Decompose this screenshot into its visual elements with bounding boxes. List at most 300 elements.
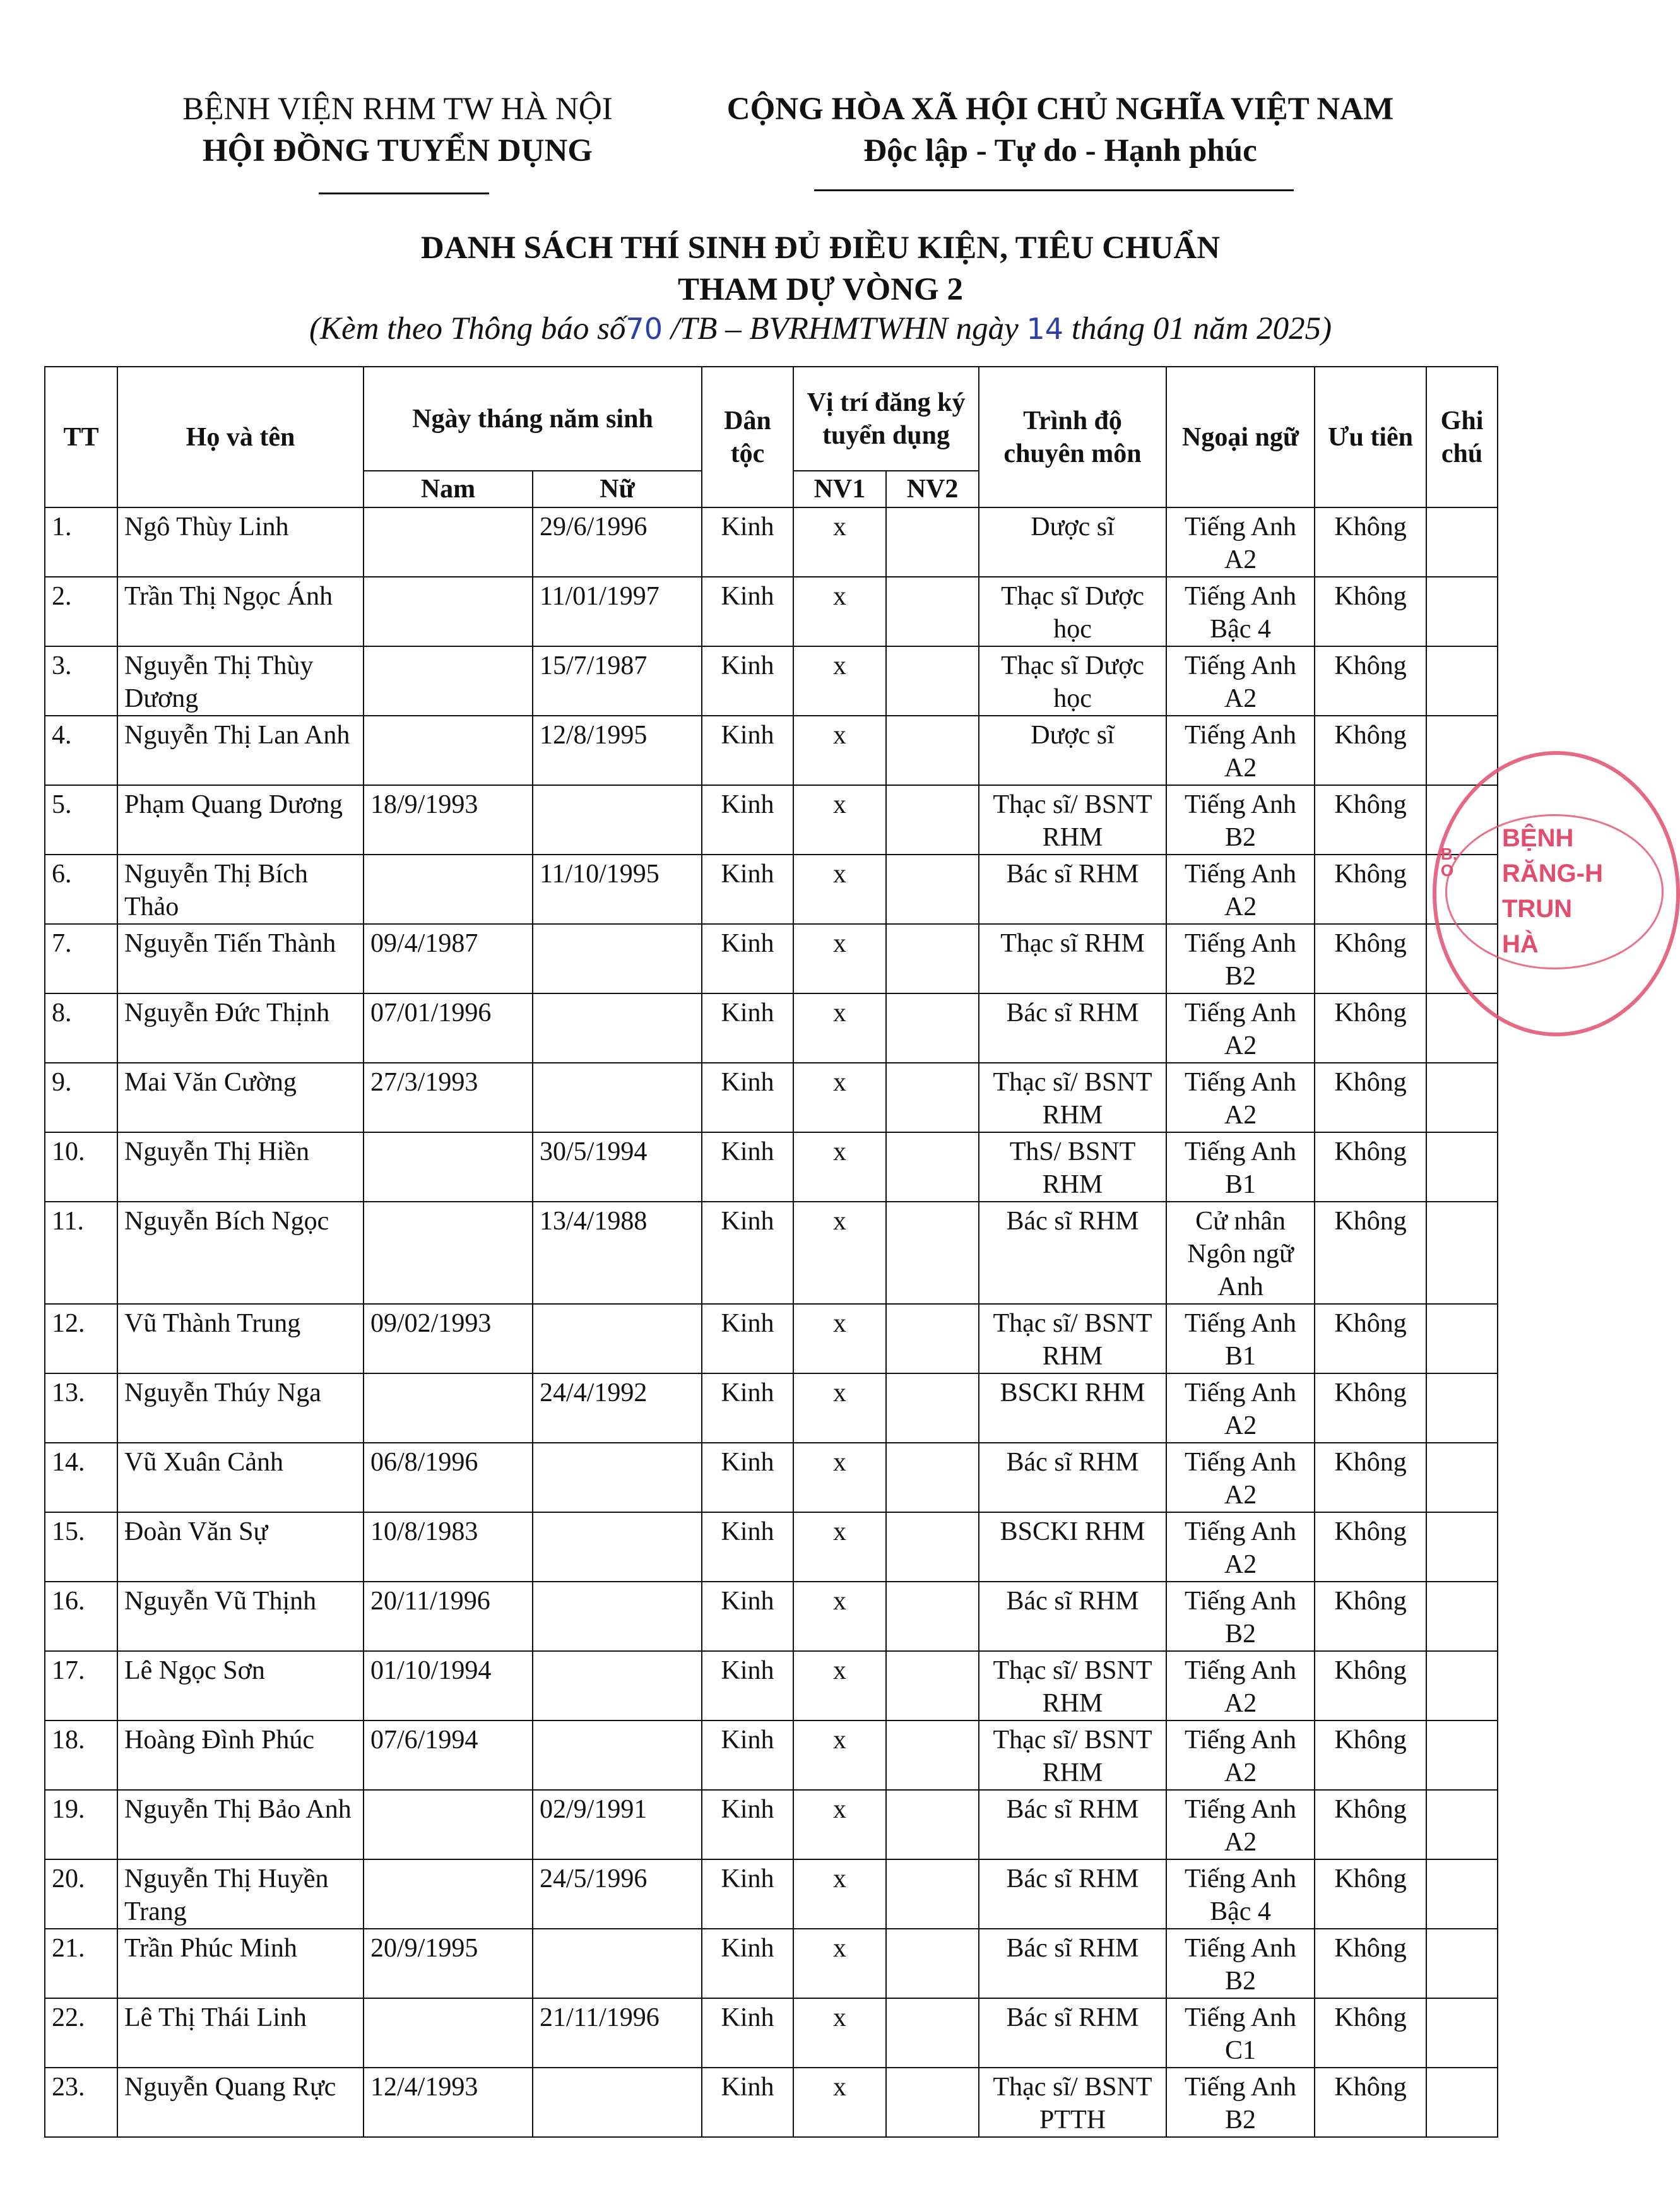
priority: Không	[1315, 924, 1426, 993]
dob-female: 02/9/1991	[533, 1790, 702, 1859]
candidate-name: Phạm Quang Dương	[117, 785, 364, 855]
table-row	[45, 993, 1498, 1063]
row-number: 4.	[45, 716, 117, 785]
nv1-mark: x	[793, 2068, 886, 2137]
row-number: 3.	[45, 646, 117, 716]
table-row	[45, 507, 1498, 577]
candidate-name: Nguyễn Thị Thùy Dương	[117, 646, 364, 716]
language: Tiếng Anh A2	[1166, 855, 1315, 924]
table-row	[45, 1063, 1498, 1132]
header-note: Ghi chú	[1426, 367, 1498, 507]
row-number: 9.	[45, 1063, 117, 1132]
header-language: Ngoại ngữ	[1166, 367, 1315, 507]
note	[1426, 1859, 1498, 1929]
note	[1426, 1929, 1498, 1998]
qualification: Bác sĩ RHM	[979, 855, 1166, 924]
row-number: 6.	[45, 855, 117, 924]
dob-male: 20/11/1996	[364, 1582, 533, 1651]
table-row	[45, 855, 1498, 924]
language: Tiếng Anh A2	[1166, 993, 1315, 1063]
nv2-mark	[886, 1063, 979, 1132]
language: Tiếng Anh A2	[1166, 1651, 1315, 1720]
row-number: 11.	[45, 1202, 117, 1304]
org-underline	[319, 192, 489, 194]
language: Cử nhân Ngôn ngữ Anh	[1166, 1202, 1315, 1304]
language: Tiếng Anh A2	[1166, 716, 1315, 785]
priority: Không	[1315, 1651, 1426, 1720]
nv2-mark	[886, 993, 979, 1063]
hospital-name: BỆNH VIỆN RHM TW HÀ NỘI	[182, 92, 613, 127]
nv1-mark: x	[793, 1582, 886, 1651]
note	[1426, 1720, 1498, 1790]
nv1-mark: x	[793, 1304, 886, 1373]
priority: Không	[1315, 1720, 1426, 1790]
priority: Không	[1315, 1859, 1426, 1929]
priority: Không	[1315, 1373, 1426, 1443]
note	[1426, 1651, 1498, 1720]
language: Tiếng Anh A2	[1166, 1373, 1315, 1443]
nv2-mark	[886, 716, 979, 785]
ethnicity: Kinh	[702, 993, 793, 1063]
candidate-name: Vũ Xuân Cảnh	[117, 1443, 364, 1512]
header-nv2: NV2	[886, 471, 979, 507]
dob-female: 11/01/1997	[533, 577, 702, 646]
row-number: 12.	[45, 1304, 117, 1373]
header-female: Nữ	[533, 471, 702, 507]
priority: Không	[1315, 2068, 1426, 2137]
ethnicity: Kinh	[702, 785, 793, 855]
nv2-mark	[886, 855, 979, 924]
nv1-mark: x	[793, 646, 886, 716]
table-row	[45, 1929, 1498, 1998]
qualification: Bác sĩ RHM	[979, 1929, 1166, 1998]
table-header	[45, 367, 1498, 507]
stamp-text: BỆNH RĂNG-H TRUN HÀ	[1502, 824, 1603, 958]
dob-male: 20/9/1995	[364, 1929, 533, 1998]
ethnicity: Kinh	[702, 1720, 793, 1790]
qualification: Bác sĩ RHM	[979, 1859, 1166, 1929]
dob-male: 10/8/1983	[364, 1512, 533, 1582]
stamp-side-text: B.O	[1441, 844, 1457, 880]
language: Tiếng Anh B1	[1166, 1132, 1315, 1202]
priority: Không	[1315, 1202, 1426, 1304]
ethnicity: Kinh	[702, 577, 793, 646]
language: Tiếng Anh A2	[1166, 507, 1315, 577]
ethnicity: Kinh	[702, 1998, 793, 2068]
ethnicity: Kinh	[702, 507, 793, 577]
note	[1426, 1443, 1498, 1512]
priority: Không	[1315, 577, 1426, 646]
candidate-name: Lê Thị Thái Linh	[117, 1998, 364, 2068]
table-row	[45, 716, 1498, 785]
row-number: 18.	[45, 1720, 117, 1790]
note	[1426, 1582, 1498, 1651]
row-number: 8.	[45, 993, 117, 1063]
dob-female	[533, 1582, 702, 1651]
subtitle-suffix: tháng 01 năm 2025)	[1063, 311, 1332, 346]
dob-male: 06/8/1996	[364, 1443, 533, 1512]
language: Tiếng Anh B2	[1166, 924, 1315, 993]
nv2-mark	[886, 1859, 979, 1929]
nv1-mark: x	[793, 1063, 886, 1132]
nv2-mark	[886, 1304, 979, 1373]
priority: Không	[1315, 1512, 1426, 1582]
nv2-mark	[886, 1582, 979, 1651]
table-row	[45, 1998, 1498, 2068]
priority: Không	[1315, 785, 1426, 855]
note	[1426, 1063, 1498, 1132]
header-name: Họ và tên	[117, 367, 364, 507]
handwritten-number: 70	[625, 312, 663, 346]
nv2-mark	[886, 924, 979, 993]
dob-female	[533, 1304, 702, 1373]
candidate-name: Trần Phúc Minh	[117, 1929, 364, 1998]
qualification: Bác sĩ RHM	[979, 993, 1166, 1063]
priority: Không	[1315, 1063, 1426, 1132]
table-row	[45, 1859, 1498, 1929]
language: Tiếng Anh A2	[1166, 1720, 1315, 1790]
candidate-name: Nguyễn Thị Bích Thảo	[117, 855, 364, 924]
language: Tiếng Anh B2	[1166, 785, 1315, 855]
organization-header	[139, 88, 656, 172]
candidate-table	[44, 366, 1498, 2138]
dob-female: 15/7/1987	[533, 646, 702, 716]
language: Tiếng Anh A2	[1166, 1512, 1315, 1582]
ethnicity: Kinh	[702, 924, 793, 993]
language: Tiếng Anh A2	[1166, 1443, 1315, 1512]
dob-female: 29/6/1996	[533, 507, 702, 577]
nation-header	[701, 88, 1420, 172]
candidate-name: Nguyễn Vũ Thịnh	[117, 1582, 364, 1651]
dob-male	[364, 577, 533, 646]
nv1-mark: x	[793, 993, 886, 1063]
note	[1426, 1512, 1498, 1582]
row-number: 20.	[45, 1859, 117, 1929]
ethnicity: Kinh	[702, 1582, 793, 1651]
nv1-mark: x	[793, 855, 886, 924]
row-number: 19.	[45, 1790, 117, 1859]
ethnicity: Kinh	[702, 1304, 793, 1373]
dob-male: 09/4/1987	[364, 924, 533, 993]
qualification: Thạc sĩ/ BSNT RHM	[979, 1304, 1166, 1373]
language: Tiếng Anh Bậc 4	[1166, 1859, 1315, 1929]
row-number: 14.	[45, 1443, 117, 1512]
priority: Không	[1315, 855, 1426, 924]
priority: Không	[1315, 507, 1426, 577]
ethnicity: Kinh	[702, 646, 793, 716]
row-number: 7.	[45, 924, 117, 993]
qualification: Thạc sĩ/ BSNT RHM	[979, 1063, 1166, 1132]
language: Tiếng Anh A2	[1166, 1063, 1315, 1132]
candidate-name: Nguyễn Thị Lan Anh	[117, 716, 364, 785]
dob-female	[533, 924, 702, 993]
note	[1426, 1304, 1498, 1373]
table-row	[45, 924, 1498, 993]
dob-female: 24/4/1992	[533, 1373, 702, 1443]
nv2-mark	[886, 577, 979, 646]
candidate-name: Ngô Thùy Linh	[117, 507, 364, 577]
header-priority: Ưu tiên	[1315, 367, 1426, 507]
dob-male: 27/3/1993	[364, 1063, 533, 1132]
nv2-mark	[886, 646, 979, 716]
nv2-mark	[886, 1790, 979, 1859]
dob-female	[533, 1512, 702, 1582]
table-row	[45, 1132, 1498, 1202]
nv2-mark	[886, 1998, 979, 2068]
table-row	[45, 1582, 1498, 1651]
nv2-mark	[886, 1720, 979, 1790]
row-number: 21.	[45, 1929, 117, 1998]
qualification: Thạc sĩ/ BSNT RHM	[979, 785, 1166, 855]
header-male: Nam	[364, 471, 533, 507]
document-title	[0, 227, 1641, 311]
candidate-name: Lê Ngọc Sơn	[117, 1651, 364, 1720]
row-number: 16.	[45, 1582, 117, 1651]
nv1-mark: x	[793, 1998, 886, 2068]
ethnicity: Kinh	[702, 1373, 793, 1443]
table-row	[45, 2068, 1498, 2137]
table-row	[45, 1202, 1498, 1304]
table-row	[45, 646, 1498, 716]
dob-male: 01/10/1994	[364, 1651, 533, 1720]
dob-male: 18/9/1993	[364, 785, 533, 855]
priority: Không	[1315, 646, 1426, 716]
language: Tiếng Anh B2	[1166, 1582, 1315, 1651]
ethnicity: Kinh	[702, 716, 793, 785]
dob-female	[533, 2068, 702, 2137]
dob-male	[364, 1859, 533, 1929]
language: Tiếng Anh A2	[1166, 646, 1315, 716]
council-name: HỘI ĐỒNG TUYỂN DỤNG	[202, 133, 593, 169]
row-number: 10.	[45, 1132, 117, 1202]
note	[1426, 2068, 1498, 2137]
dob-female	[533, 1720, 702, 1790]
qualification: Dược sĩ	[979, 507, 1166, 577]
nv2-mark	[886, 507, 979, 577]
nv1-mark: x	[793, 1443, 886, 1512]
table-row	[45, 1443, 1498, 1512]
dob-female: 12/8/1995	[533, 716, 702, 785]
row-number: 5.	[45, 785, 117, 855]
language: Tiếng Anh Bậc 4	[1166, 577, 1315, 646]
note	[1426, 1132, 1498, 1202]
ethnicity: Kinh	[702, 1443, 793, 1512]
row-number: 13.	[45, 1373, 117, 1443]
nv1-mark: x	[793, 1720, 886, 1790]
nv2-mark	[886, 1373, 979, 1443]
dob-male: 12/4/1993	[364, 2068, 533, 2137]
note	[1426, 577, 1498, 646]
dob-female	[533, 1651, 702, 1720]
candidate-name: Nguyễn Thúy Nga	[117, 1373, 364, 1443]
dob-male: 07/01/1996	[364, 993, 533, 1063]
dob-female: 30/5/1994	[533, 1132, 702, 1202]
note	[1426, 1790, 1498, 1859]
table-body	[45, 507, 1498, 2137]
dob-female: 24/5/1996	[533, 1859, 702, 1929]
dob-male	[364, 716, 533, 785]
table-row	[45, 1651, 1498, 1720]
priority: Không	[1315, 1582, 1426, 1651]
candidate-name: Nguyễn Thị Bảo Anh	[117, 1790, 364, 1859]
title-line-2: THAM DỰ VÒNG 2	[678, 272, 963, 307]
dob-male	[364, 855, 533, 924]
qualification: Bác sĩ RHM	[979, 1582, 1166, 1651]
qualification: Bác sĩ RHM	[979, 1998, 1166, 2068]
table-row	[45, 1512, 1498, 1582]
ethnicity: Kinh	[702, 1202, 793, 1304]
language: Tiếng Anh B2	[1166, 2068, 1315, 2137]
ethnicity: Kinh	[702, 855, 793, 924]
candidate-name: Vũ Thành Trung	[117, 1304, 364, 1373]
dob-male	[364, 1202, 533, 1304]
nation-motto: Độc lập - Tự do - Hạnh phúc	[863, 133, 1257, 169]
subtitle-prefix: (Kèm theo Thông báo số	[309, 311, 626, 346]
note	[1426, 646, 1498, 716]
table-row	[45, 577, 1498, 646]
qualification: Bác sĩ RHM	[979, 1443, 1166, 1512]
candidate-name: Đoàn Văn Sự	[117, 1512, 364, 1582]
nv1-mark: x	[793, 1651, 886, 1720]
candidate-name: Hoàng Đình Phúc	[117, 1720, 364, 1790]
ethnicity: Kinh	[702, 2068, 793, 2137]
language: Tiếng Anh B2	[1166, 1929, 1315, 1998]
dob-male	[364, 1132, 533, 1202]
nv1-mark: x	[793, 1373, 886, 1443]
table-row	[45, 1304, 1498, 1373]
dob-female: 11/10/1995	[533, 855, 702, 924]
table-row	[45, 1790, 1498, 1859]
candidate-name: Mai Văn Cường	[117, 1063, 364, 1132]
candidate-name: Nguyễn Tiến Thành	[117, 924, 364, 993]
qualification: ThS/ BSNT RHM	[979, 1132, 1166, 1202]
note	[1426, 1998, 1498, 2068]
ethnicity: Kinh	[702, 1859, 793, 1929]
nv2-mark	[886, 1512, 979, 1582]
qualification: Thạc sĩ Dược học	[979, 577, 1166, 646]
dob-female	[533, 993, 702, 1063]
candidate-name: Nguyễn Thị Hiền	[117, 1132, 364, 1202]
row-number: 2.	[45, 577, 117, 646]
dob-male	[364, 646, 533, 716]
nv1-mark: x	[793, 577, 886, 646]
qualification: BSCKI RHM	[979, 1512, 1166, 1582]
qualification: Bác sĩ RHM	[979, 1202, 1166, 1304]
row-number: 1.	[45, 507, 117, 577]
nv2-mark	[886, 785, 979, 855]
dob-female	[533, 1929, 702, 1998]
nation-name: CỘNG HÒA XÃ HỘI CHỦ NGHĨA VIỆT NAM	[726, 92, 1394, 127]
qualification: Thạc sĩ/ BSNT RHM	[979, 1720, 1166, 1790]
dob-female: 21/11/1996	[533, 1998, 702, 2068]
dob-female: 13/4/1988	[533, 1202, 702, 1304]
candidate-name: Nguyễn Đức Thịnh	[117, 993, 364, 1063]
subtitle-middle: /TB – BVRHMTWHN ngày	[662, 311, 1027, 346]
nv2-mark	[886, 1929, 979, 1998]
header-qualification: Trình độ chuyên môn	[979, 367, 1166, 507]
dob-male	[364, 1998, 533, 2068]
nv2-mark	[886, 1202, 979, 1304]
candidate-name: Nguyễn Bích Ngọc	[117, 1202, 364, 1304]
language: Tiếng Anh B1	[1166, 1304, 1315, 1373]
language: Tiếng Anh A2	[1166, 1790, 1315, 1859]
note	[1426, 1373, 1498, 1443]
priority: Không	[1315, 1998, 1426, 2068]
candidate-name: Nguyễn Quang Rực	[117, 2068, 364, 2137]
priority: Không	[1315, 1132, 1426, 1202]
dob-male: 09/02/1993	[364, 1304, 533, 1373]
priority: Không	[1315, 716, 1426, 785]
nv1-mark: x	[793, 716, 886, 785]
row-number: 15.	[45, 1512, 117, 1582]
priority: Không	[1315, 1929, 1426, 1998]
dob-male	[364, 1790, 533, 1859]
nv1-mark: x	[793, 1202, 886, 1304]
header-nv1: NV1	[793, 471, 886, 507]
dob-male	[364, 507, 533, 577]
candidate-name: Nguyễn Thị Huyền Trang	[117, 1859, 364, 1929]
nv1-mark: x	[793, 924, 886, 993]
header-ethnic: Dân tộc	[702, 367, 793, 507]
nv1-mark: x	[793, 507, 886, 577]
nv2-mark	[886, 1443, 979, 1512]
row-number: 22.	[45, 1998, 117, 2068]
table-row	[45, 1720, 1498, 1790]
ethnicity: Kinh	[702, 1512, 793, 1582]
ethnicity: Kinh	[702, 1651, 793, 1720]
qualification: Thạc sĩ RHM	[979, 924, 1166, 993]
row-number: 17.	[45, 1651, 117, 1720]
ethnicity: Kinh	[702, 1063, 793, 1132]
header-position: Vị trí đăng ký tuyển dụng	[793, 367, 979, 471]
document-subtitle	[0, 308, 1641, 350]
row-number: 23.	[45, 2068, 117, 2137]
dob-female	[533, 1443, 702, 1512]
dob-female	[533, 785, 702, 855]
nv1-mark: x	[793, 1512, 886, 1582]
nv2-mark	[886, 2068, 979, 2137]
qualification: BSCKI RHM	[979, 1373, 1166, 1443]
nv1-mark: x	[793, 1929, 886, 1998]
qualification: Dược sĩ	[979, 716, 1166, 785]
nv1-mark: x	[793, 1132, 886, 1202]
motto-underline	[814, 189, 1294, 191]
priority: Không	[1315, 1443, 1426, 1512]
dob-male: 07/6/1994	[364, 1720, 533, 1790]
dob-male	[364, 1373, 533, 1443]
table-row	[45, 785, 1498, 855]
note	[1426, 1202, 1498, 1304]
language: Tiếng Anh C1	[1166, 1998, 1315, 2068]
nv2-mark	[886, 1651, 979, 1720]
qualification: Bác sĩ RHM	[979, 1790, 1166, 1859]
priority: Không	[1315, 1304, 1426, 1373]
candidate-name: Trần Thị Ngọc Ánh	[117, 577, 364, 646]
nv1-mark: x	[793, 1859, 886, 1929]
qualification: Thạc sĩ/ BSNT RHM	[979, 1651, 1166, 1720]
qualification: Thạc sĩ/ BSNT PTTH	[979, 2068, 1166, 2137]
priority: Không	[1315, 993, 1426, 1063]
handwritten-day: 14	[1026, 312, 1064, 346]
header-dob: Ngày tháng năm sinh	[364, 367, 702, 471]
priority: Không	[1315, 1790, 1426, 1859]
note	[1426, 507, 1498, 577]
nv2-mark	[886, 1132, 979, 1202]
table-row	[45, 1373, 1498, 1443]
nv1-mark: x	[793, 785, 886, 855]
qualification: Thạc sĩ Dược học	[979, 646, 1166, 716]
header-tt: TT	[45, 367, 117, 507]
